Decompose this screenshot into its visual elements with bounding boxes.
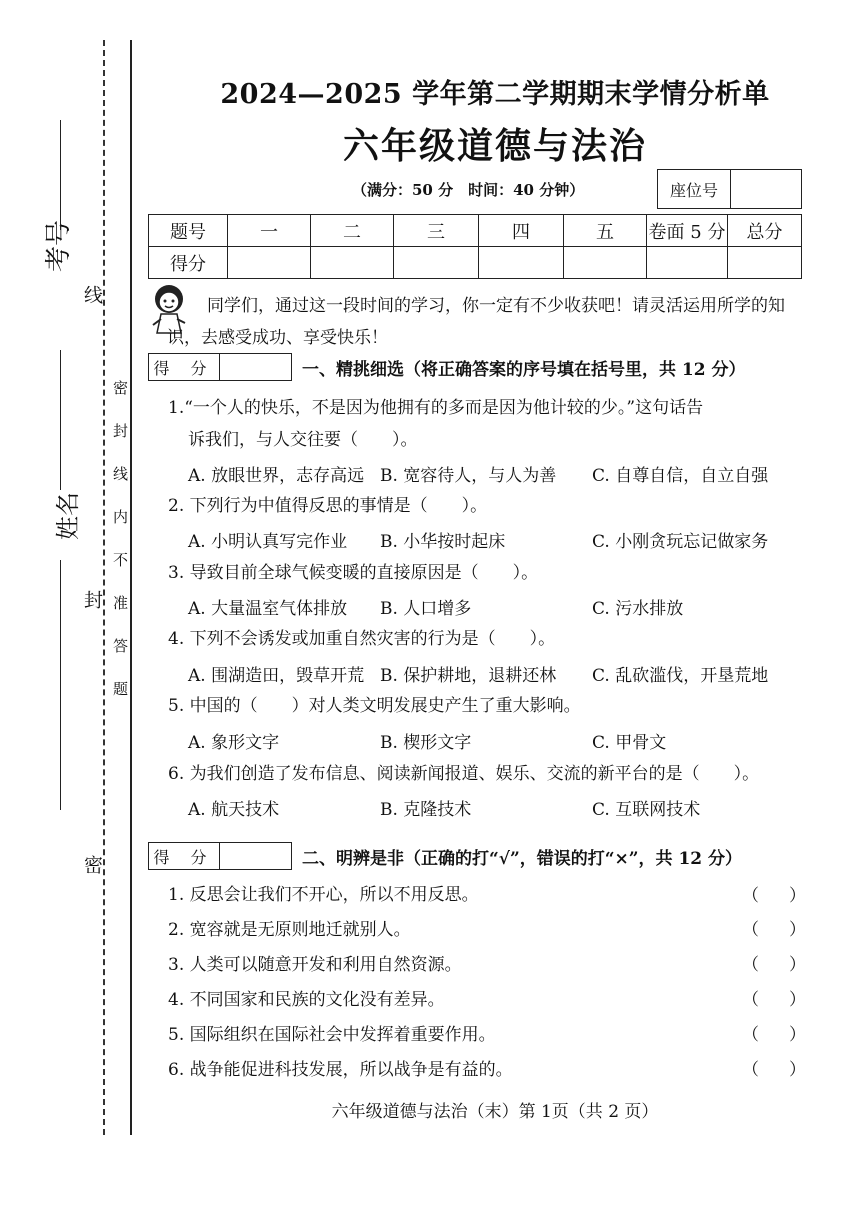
question-4: 4. 下列不会诱发或加重自然灾害的行为是（ ）。 <box>168 629 556 649</box>
option: A. 围湖造田，毁草开荒 <box>188 666 365 686</box>
feng-mark: 封 <box>81 590 103 609</box>
score-header-cell: 五 <box>564 215 647 247</box>
binding-solid-line <box>130 40 132 1135</box>
judge-item: 2. 宽容就是无原则地迁就别人。 <box>168 920 411 940</box>
answer-parens[interactable]: （） <box>742 886 836 906</box>
answer-parens[interactable]: （） <box>742 955 836 975</box>
exam-meta: （满分：50 分 时间：40 分钟） <box>352 181 585 199</box>
score-header-cell: 一 <box>228 215 311 247</box>
subject-title: 六年级道德与法治 <box>342 126 647 167</box>
question-3: 3. 导致目前全球气候变暖的直接原因是（ ）。 <box>168 563 539 583</box>
xian-mark: 线 <box>81 285 103 304</box>
question-5: 5. 中国的（ ）对人类文明发展史产生了重大影响。 <box>168 696 581 716</box>
option: A. 象形文字 <box>188 733 280 753</box>
section2-score-box <box>148 842 292 870</box>
binding-dashed-line <box>103 40 105 1135</box>
mi-mark: 密 <box>81 855 103 874</box>
xingming-label: 姓名 <box>54 492 82 540</box>
score-row-label: 得分 <box>149 247 228 279</box>
exam-title: 2024—2025 学年第二学期期末学情分析单 <box>220 79 770 110</box>
option: A. 小明认真写完作业 <box>188 532 348 552</box>
score-cell[interactable] <box>311 247 394 279</box>
option: A. 航天技术 <box>188 800 280 820</box>
option: C. 自尊自信，自立自强 <box>592 466 769 486</box>
answer-parens[interactable]: （） <box>742 990 836 1010</box>
page-footer: 六年级道德与法治（末）第 1页（共 2 页） <box>331 1102 659 1122</box>
section1-score-box <box>148 353 292 381</box>
option: C. 小刚贪玩忘记做家务 <box>592 532 769 552</box>
score-header-cell: 二 <box>311 215 394 247</box>
option: A. 大量温室气体排放 <box>188 599 348 619</box>
seat-number-box <box>657 169 802 209</box>
option: B. 小华按时起床 <box>380 532 506 552</box>
extra-blank <box>60 560 61 810</box>
seal-warning: 密封线内不准答题 <box>111 380 129 724</box>
score-header-cell: 卷面 5 分 <box>647 215 728 247</box>
question-1-line1: 1.“一个人的快乐，不是因为他拥有的多而是因为他计较的少。”这句话告 <box>168 398 704 418</box>
question-6: 6. 为我们创造了发布信息、阅读新闻报道、娱乐、交流的新平台的是（ ）。 <box>168 764 760 784</box>
score-table-row <box>149 247 802 279</box>
option: C. 互联网技术 <box>592 800 701 820</box>
section1-score-label: 得 分 <box>149 354 220 380</box>
score-table <box>148 214 802 279</box>
score-cell[interactable] <box>728 247 802 279</box>
score-cell[interactable] <box>564 247 647 279</box>
score-header-cell: 三 <box>394 215 479 247</box>
judge-item: 4. 不同国家和民族的文化没有差异。 <box>168 990 445 1010</box>
intro-text: 同学们，通过这一段时间的学习，你一定有不少收获吧！请灵活运用所学的知识，去感受成功、享受快乐！ <box>167 296 785 348</box>
option: A. 放眼世界，志存高远 <box>188 466 365 486</box>
score-header-cell: 题号 <box>149 215 228 247</box>
section1-score-input[interactable] <box>220 354 291 380</box>
option: B. 保护耕地，退耕还林 <box>380 666 557 686</box>
score-cell[interactable] <box>647 247 728 279</box>
kaohao-blank <box>60 120 61 230</box>
score-header-cell: 四 <box>479 215 564 247</box>
section2-score-input[interactable] <box>220 843 291 869</box>
score-cell[interactable] <box>394 247 479 279</box>
option: C. 污水排放 <box>592 599 684 619</box>
judge-item: 3. 人类可以随意开发和利用自然资源。 <box>168 955 462 975</box>
option: C. 甲骨文 <box>592 733 667 753</box>
score-header-cell: 总分 <box>728 215 802 247</box>
xingming-blank <box>60 350 61 490</box>
section1-header <box>148 352 746 382</box>
judge-item: 6. 战争能促进科技发展，所以战争是有益的。 <box>168 1060 513 1080</box>
question-2: 2. 下列行为中值得反思的事情是（ ）。 <box>168 496 488 516</box>
kaohao-label: 考号 <box>44 219 74 272</box>
seat-input[interactable] <box>731 170 801 208</box>
section2-header <box>148 841 742 871</box>
section2-title: 二、明辨是非（正确的打“√”，错误的打“×”，共 12 分） <box>302 848 743 869</box>
option: C. 乱砍滥伐，开垦荒地 <box>592 666 769 686</box>
score-cell[interactable] <box>479 247 564 279</box>
answer-parens[interactable]: （） <box>742 1025 836 1045</box>
option: B. 宽容待人，与人为善 <box>380 466 557 486</box>
judge-item: 1. 反思会让我们不开心，所以不用反思。 <box>168 885 479 905</box>
answer-parens[interactable]: （） <box>742 920 836 940</box>
score-cell[interactable] <box>228 247 311 279</box>
section2-score-label: 得 分 <box>149 843 220 869</box>
option: B. 人口增多 <box>380 599 472 619</box>
seat-label: 座位号 <box>658 170 731 208</box>
question-1-line2: 诉我们，与人交往要（ ）。 <box>188 430 418 450</box>
option: B. 楔形文字 <box>380 733 472 753</box>
judge-item: 5. 国际组织在国际社会中发挥着重要作用。 <box>168 1025 496 1045</box>
score-table-header-row <box>149 215 802 247</box>
option: B. 克隆技术 <box>380 800 472 820</box>
section1-title: 一、精挑细选（将正确答案的序号填在括号里，共 12 分） <box>302 359 746 380</box>
answer-parens[interactable]: （） <box>742 1060 836 1080</box>
